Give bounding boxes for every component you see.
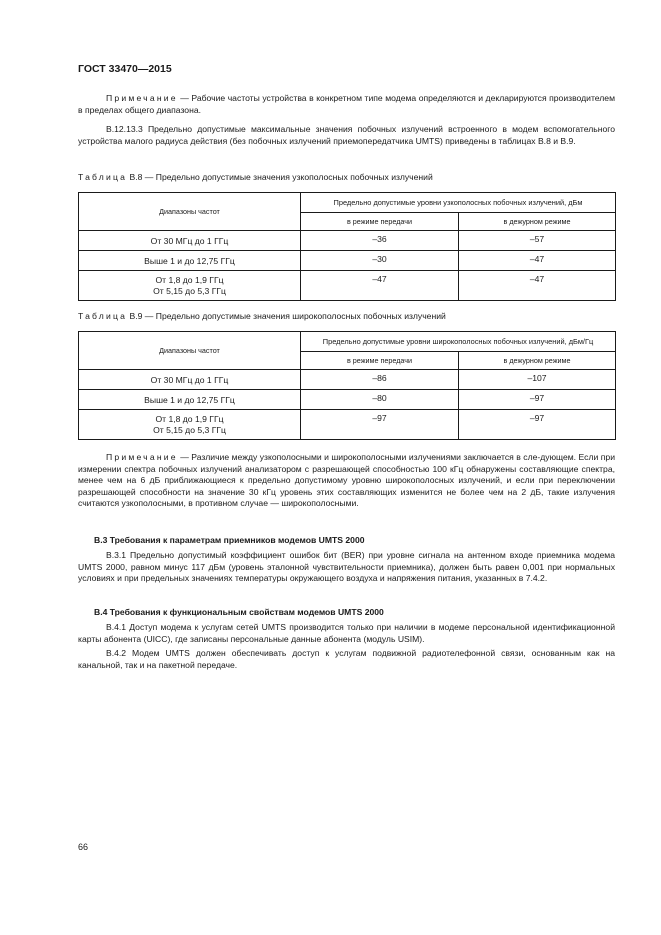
table-b9-caption-text: В.9 — Предельно допустимые значения широкополосных побочных излучений	[127, 311, 446, 321]
note-2	[78, 452, 615, 510]
table-row	[79, 370, 616, 390]
table-b8-caption-label: Таблица	[78, 172, 128, 182]
table-cell-standby: –47	[459, 251, 616, 271]
table-b8-header-group: Предельно допустимые уровни узкополосных побочных излучений, дБм	[301, 193, 616, 213]
table-cell-range	[79, 271, 301, 301]
table-b9	[78, 331, 616, 440]
table-b9-caption-label: Таблица	[78, 311, 128, 321]
table-cell-tx: –47	[301, 271, 459, 301]
table-cell-tx: –80	[301, 390, 459, 410]
table-b9-header-ranges: Диапазоны частот	[79, 332, 301, 370]
table-cell-tx: –36	[301, 231, 459, 251]
table-b8-header-standby: в дежурном режиме	[459, 213, 616, 231]
table-cell-tx: –97	[301, 410, 459, 440]
table-cell-standby: –47	[459, 271, 616, 301]
table-cell-range-line-1: От 1,8 до 1,9 ГГц	[155, 413, 224, 424]
table-row	[79, 231, 616, 251]
table-cell-standby: –97	[459, 390, 616, 410]
table-row	[79, 271, 616, 301]
table-cell-range: От 30 МГц до 1 ГГц	[79, 231, 301, 251]
table-cell-standby: –107	[459, 370, 616, 390]
table-cell-range: От 30 МГц до 1 ГГц	[79, 370, 301, 390]
document-header-title: ГОСТ 33470—2015	[78, 63, 172, 75]
table-cell-standby: –57	[459, 231, 616, 251]
section-b3-paragraph: В.3.1 Предельно допустимый коэффициент ошибок бит (BER) при уровне сигнала на антенном входе приемника модема UMTS 2000, равном минус 117 дБм (уровень эталонной чувствительности приемника), должен быть равен 0,001 при нормальных условиях и при предельных значениях температуры окружающего воздуха и напряжения питания, указанных в 7.4.2.	[78, 550, 615, 583]
table-b8	[78, 192, 616, 301]
table-b9-header-standby: в дежурном режиме	[459, 352, 616, 370]
table-b9-header-group: Предельно допустимые уровни широкополосных побочных излучений, дБм/Гц	[301, 332, 616, 352]
table-cell-tx: –30	[301, 251, 459, 271]
paragraph-b12-13-3: В.12.13.3 Предельно допустимые максимальные значения побочных излучений встроенного в модем вспомогательного устройства малого радиуса действия (без побочных излучений приемопередатчика UMTS) приведены в таблицах В.8 и В.9.	[78, 124, 615, 146]
table-cell-range-line-1: От 1,8 до 1,9 ГГц	[155, 274, 224, 285]
section-b4-paragraph-2: В.4.2 Модем UMTS должен обеспечивать доступ к услугам подвижной радиотелефонной связи, основанным как на канальной, так и на пакетной передаче.	[78, 648, 615, 670]
note-2-text: — Различие между узкополосными и широкополосными излучениями заключается в сле-дующем. Если при измерении спектра побочных излучений анализатором с разрешающей способностью 100 кГц обнаружены составляющие спектра, менее чем на 6 дБ приближающиеся к предельно допустимому уровню широкополосных излучений, и если при переключении разрешающей способности на значение 30 кГц уровень этих составляющих изменится не более чем на 2 дБ, такие излучения считаются узкополосными, в противном случае — широкополосными.	[78, 452, 615, 508]
table-row	[79, 390, 616, 410]
table-b9-caption	[78, 311, 446, 322]
note-1-text: — Рабочие частоты устройства в конкретном типе модема определяются и декларируются производителем в пределах общего диапазона.	[78, 93, 615, 115]
table-row	[79, 410, 616, 440]
table-row	[79, 251, 616, 271]
table-cell-range-line-2: От 5,15 до 5,3 ГГц	[153, 285, 226, 296]
table-cell-range	[79, 410, 301, 440]
page-number: 66	[78, 842, 89, 852]
table-cell-range-line-2: От 5,15 до 5,3 ГГц	[153, 424, 226, 435]
table-b8-caption-text: В.8 — Предельно допустимые значения узкополосных побочных излучений	[127, 172, 433, 182]
note-1-label: Примечание	[106, 93, 178, 103]
table-cell-standby: –97	[459, 410, 616, 440]
table-cell-range: Выше 1 и до 12,75 ГГц	[79, 390, 301, 410]
section-b4-paragraph-1: В.4.1 Доступ модема к услугам сетей UMTS производится только при наличии в модеме персональной идентификационной карты абонента (UICC), где записаны персональные данные абонента (модуль USIM).	[78, 622, 615, 644]
table-b8-caption	[78, 172, 433, 183]
note-1	[78, 93, 615, 116]
table-b9-header-tx: в режиме передачи	[301, 352, 459, 370]
table-cell-tx: –86	[301, 370, 459, 390]
note-2-label: Примечание	[106, 452, 178, 462]
section-b3-heading: В.3 Требования к параметрам приемников модемов UMTS 2000	[94, 535, 365, 545]
table-b8-header-tx: в режиме передачи	[301, 213, 459, 231]
table-cell-range: Выше 1 и до 12,75 ГГц	[79, 251, 301, 271]
section-b4-heading: В.4 Требования к функциональным свойствам модемов UMTS 2000	[94, 607, 384, 617]
table-b8-header-ranges: Диапазоны частот	[79, 193, 301, 231]
